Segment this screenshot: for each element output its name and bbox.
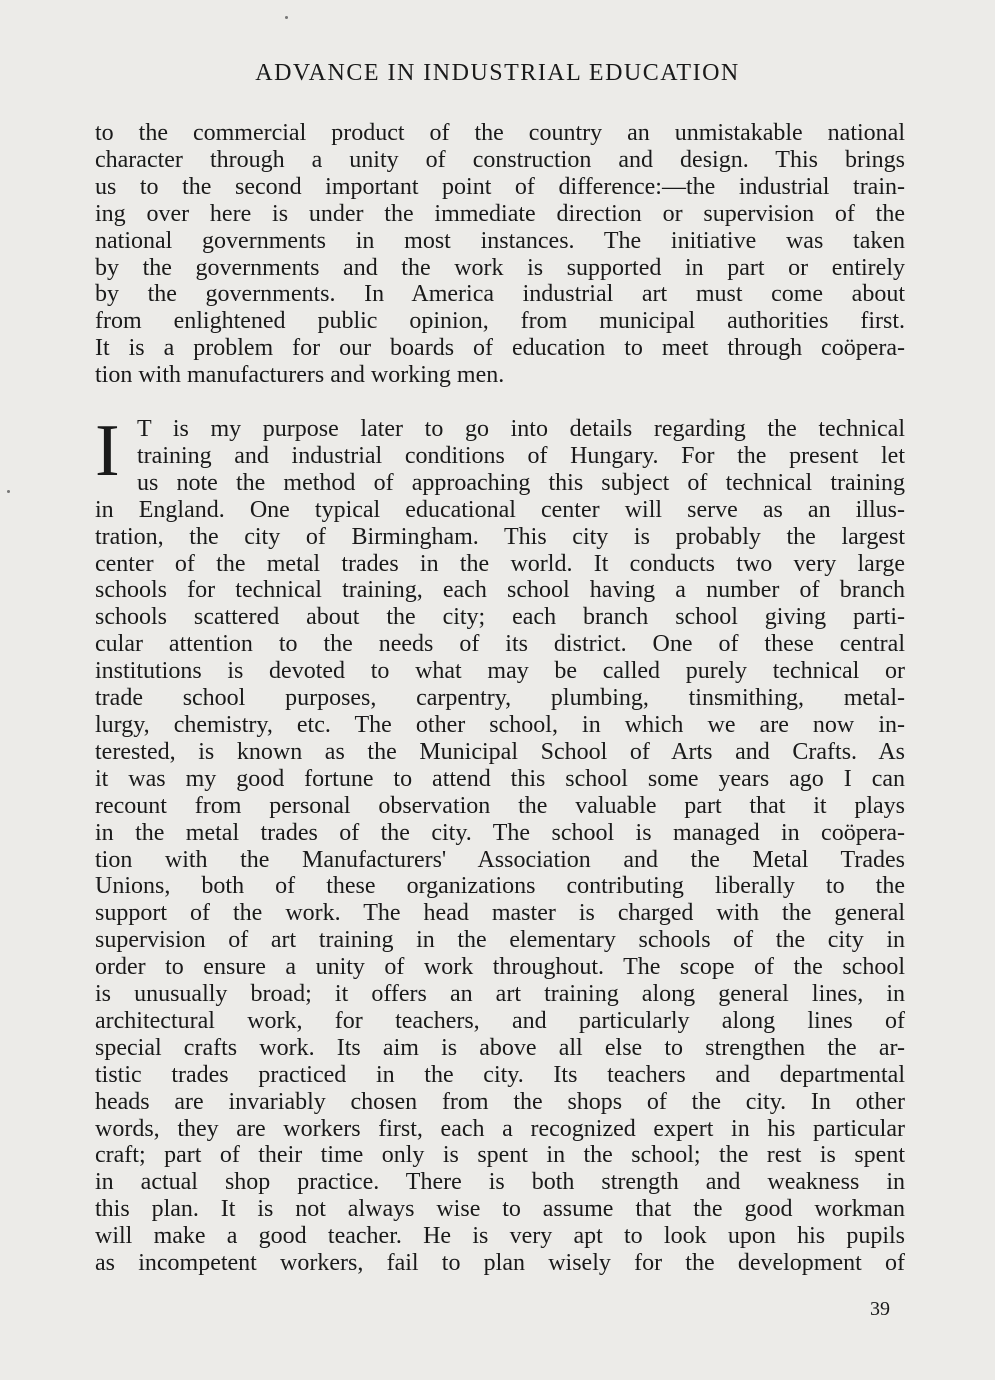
text-line: tration, the city of Birmingham. This city is probably the largest: [95, 523, 905, 550]
text-line: cular attention to the needs of its district. One of these central: [95, 631, 905, 658]
text-line: tistic trades practiced in the city. Its teachers and departmental: [95, 1061, 905, 1088]
text-line: tion with the Manufacturers' Association and the Metal Trades: [95, 846, 905, 873]
text-line: training and industrial conditions of Hungary. For the present let: [137, 442, 905, 469]
text-line: us to the second important point of difference:—the industrial train-: [95, 173, 905, 200]
text-line: craft; part of their time only is spent in the school; the rest is spent: [95, 1142, 905, 1169]
text-line: will make a good teacher. He is very apt to look upon his pupils: [95, 1223, 905, 1250]
text-line: supervision of art training in the elementary schools of the city in: [95, 927, 905, 954]
text-line: it was my good fortune to attend this school some years ago I can: [95, 765, 905, 792]
text-line: by the governments. In America industrial art must come about: [95, 281, 905, 308]
text-line: center of the metal trades in the world. It conducts two very large: [95, 550, 905, 577]
text-line: heads are invariably chosen from the shops of the city. In other: [95, 1088, 905, 1115]
paper-speck: [7, 490, 10, 493]
text-line: schools for technical training, each school having a number of branch: [95, 577, 905, 604]
page-number: 39: [870, 1298, 890, 1320]
text-line: is unusually broad; it offers an art training along general lines, in: [95, 981, 905, 1008]
text-line: It is a problem for our boards of education to meet through coöpera-: [95, 335, 905, 362]
text-line: words, they are workers first, each a recognized expert in his particular: [95, 1115, 905, 1142]
text-line: by the governments and the work is supported in part or entirely: [95, 254, 905, 281]
text-line: in the metal trades of the city. The school is managed in coöpera-: [95, 819, 905, 846]
text-line: in actual shop practice. There is both strength and weakness in: [95, 1169, 905, 1196]
text-line: ing over here is under the immediate direction or supervision of the: [95, 200, 905, 227]
text-line: as incompetent workers, fail to plan wisely for the development of: [95, 1250, 905, 1277]
paper-speck: [285, 16, 288, 19]
text-line: tion with manufacturers and working men.: [95, 362, 505, 389]
text-line: support of the work. The head master is charged with the general: [95, 900, 905, 927]
text-line: lurgy, chemistry, etc. The other school, in which we are now in-: [95, 711, 905, 738]
text-line: special crafts work. Its aim is above all else to strengthen the ar-: [95, 1034, 905, 1061]
text-line: national governments in most instances. The initiative was taken: [95, 227, 905, 254]
text-line: order to ensure a unity of work throughout. The scope of the school: [95, 954, 905, 981]
running-header: ADVANCE IN INDUSTRIAL EDUCATION: [255, 60, 740, 86]
text-line: character through a unity of construction and design. This brings: [95, 146, 905, 173]
paragraph-2: [95, 410, 905, 1277]
paragraph-1: [95, 120, 905, 389]
text-line: to the commercial product of the country an unmistakable national: [95, 120, 905, 146]
text-line: architectural work, for teachers, and particularly along lines of: [95, 1007, 905, 1034]
text-line: trade school purposes, carpentry, plumbing, tinsmithing, metal-: [95, 685, 905, 712]
text-line: T is my purpose later to go into details regarding the technical: [137, 416, 905, 442]
drop-cap: I: [95, 410, 120, 492]
text-line: this plan. It is not always wise to assume that the good workman: [95, 1196, 905, 1223]
text-line: schools scattered about the city; each branch school giving parti-: [95, 604, 905, 631]
text-line: recount from personal observation the valuable part that it plays: [95, 792, 905, 819]
text-line: institutions is devoted to what may be called purely technical or: [95, 658, 905, 685]
text-line: in England. One typical educational center will serve as an illus-: [95, 496, 905, 523]
text-line: terested, is known as the Municipal School of Arts and Crafts. As: [95, 738, 905, 765]
text-line: Unions, both of these organizations contributing liberally to the: [95, 873, 905, 900]
text-line: us note the method of approaching this subject of technical training: [137, 469, 905, 496]
text-line: from enlightened public opinion, from municipal authorities first.: [95, 308, 905, 335]
